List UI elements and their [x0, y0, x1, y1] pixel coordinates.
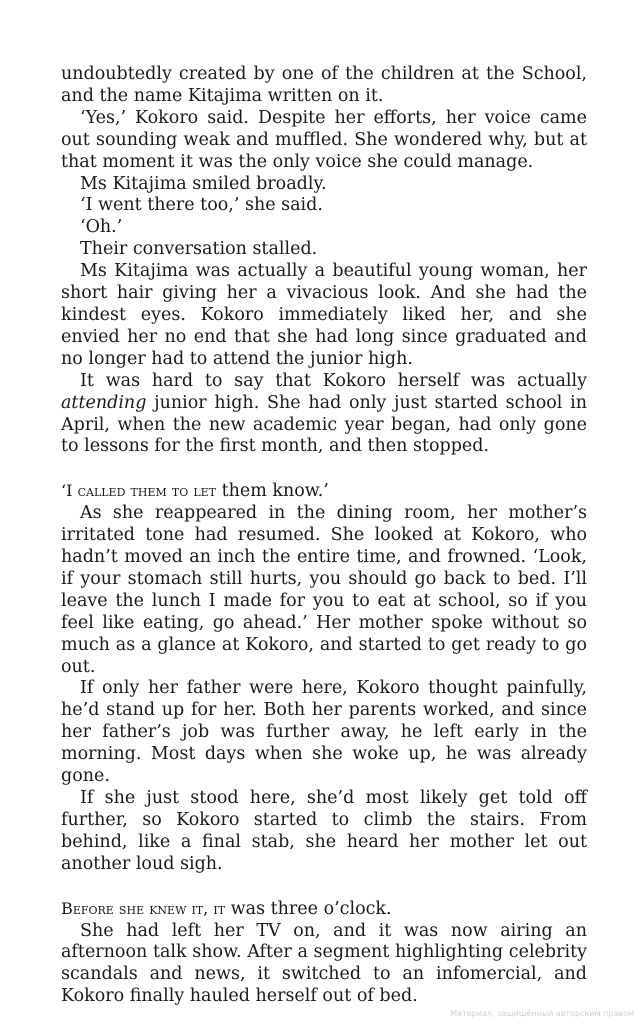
paragraph-hard-to-say-part-1: It was hard to say that Kokoro herself was actually	[80, 370, 587, 391]
paragraph-conversation-stalled: Their conversation stalled.	[80, 239, 318, 260]
paragraph-hard-to-say-part-2: junior high. She had only just started school in April, when the new academic year began, had only gone to lessons for the first month, and then stopped.	[61, 392, 587, 457]
book-page-text	[61, 64, 587, 1008]
section-start-called-them	[61, 480, 587, 503]
paragraph-hard-to-say	[61, 371, 587, 459]
paragraph-continuation: undoubtedly created by one of the children at the School, and the name Kitajima written on it.	[61, 64, 587, 106]
section-lead-in-rest-2: was three o’clock.	[225, 898, 392, 919]
paragraph-ms-kitajima-description: Ms Kitajima was actually a beautiful young woman, her short hair giving her a vivacious look. And she had the kindest eyes. Kokoro immediately liked her, and she envied her no end that she had long since graduated and no longer had to attend the junior high.	[61, 261, 587, 369]
section-start-three-oclock	[61, 898, 587, 921]
section-lead-in-smallcaps-2: Before she knew it, it	[61, 898, 226, 918]
paragraph-ms-kitajima-smiled: Ms Kitajima smiled broadly.	[80, 173, 327, 194]
section-lead-in-smallcaps: ‘I called them to let	[61, 481, 217, 501]
copyright-watermark: Материал, защищённый авторским правом	[450, 1009, 634, 1018]
emphasis-attending: attending	[61, 392, 147, 413]
paragraph-i-went-there-too: ‘I went there too,’ she said.	[80, 195, 323, 216]
paragraph-if-only-father: If only her father were here, Kokoro thought painfully, he’d stand up for her. Both her parents worked, and since her father’s job was further away, he left early in the morning. Most days when she woke up, he was already gone.	[61, 678, 587, 787]
paragraph-dining-room: As she reappeared in the dining room, her mother’s irritated tone had resumed. She looked at Kokoro, who hadn’t moved an inch the entire time, and frowned. ‘Look, if your stomach still hurts, you should go back to bed. I’ll leave the lunch I made for you to eat at school, so if you feel like eating, go ahead.’ Her mother spoke without so much as a glance at Kokoro, and started to get ready to go out.	[61, 503, 587, 677]
paragraph-tv-on: She had left her TV on, and it was now airing an afternoon talk show. After a segment highlighting celebrity scandals and news, it switched to an infomercial, and Kokoro finally hauled herself out of bed.	[61, 920, 587, 1007]
paragraph-yes-kokoro-said: ‘Yes,’ Kokoro said. Despite her efforts, her voice came out sounding weak and muffled. She wondered why, but at that moment it was the only voice she could manage.	[61, 107, 587, 172]
paragraph-oh: ‘Oh.’	[80, 217, 123, 238]
paragraph-climb-stairs: If she just stood here, she’d most likely get told off further, so Kokoro started to climb the stairs. From behind, like a final stab, she heard her mother let out another loud sigh.	[61, 788, 587, 874]
section-lead-in-rest: them know.’	[216, 481, 329, 502]
